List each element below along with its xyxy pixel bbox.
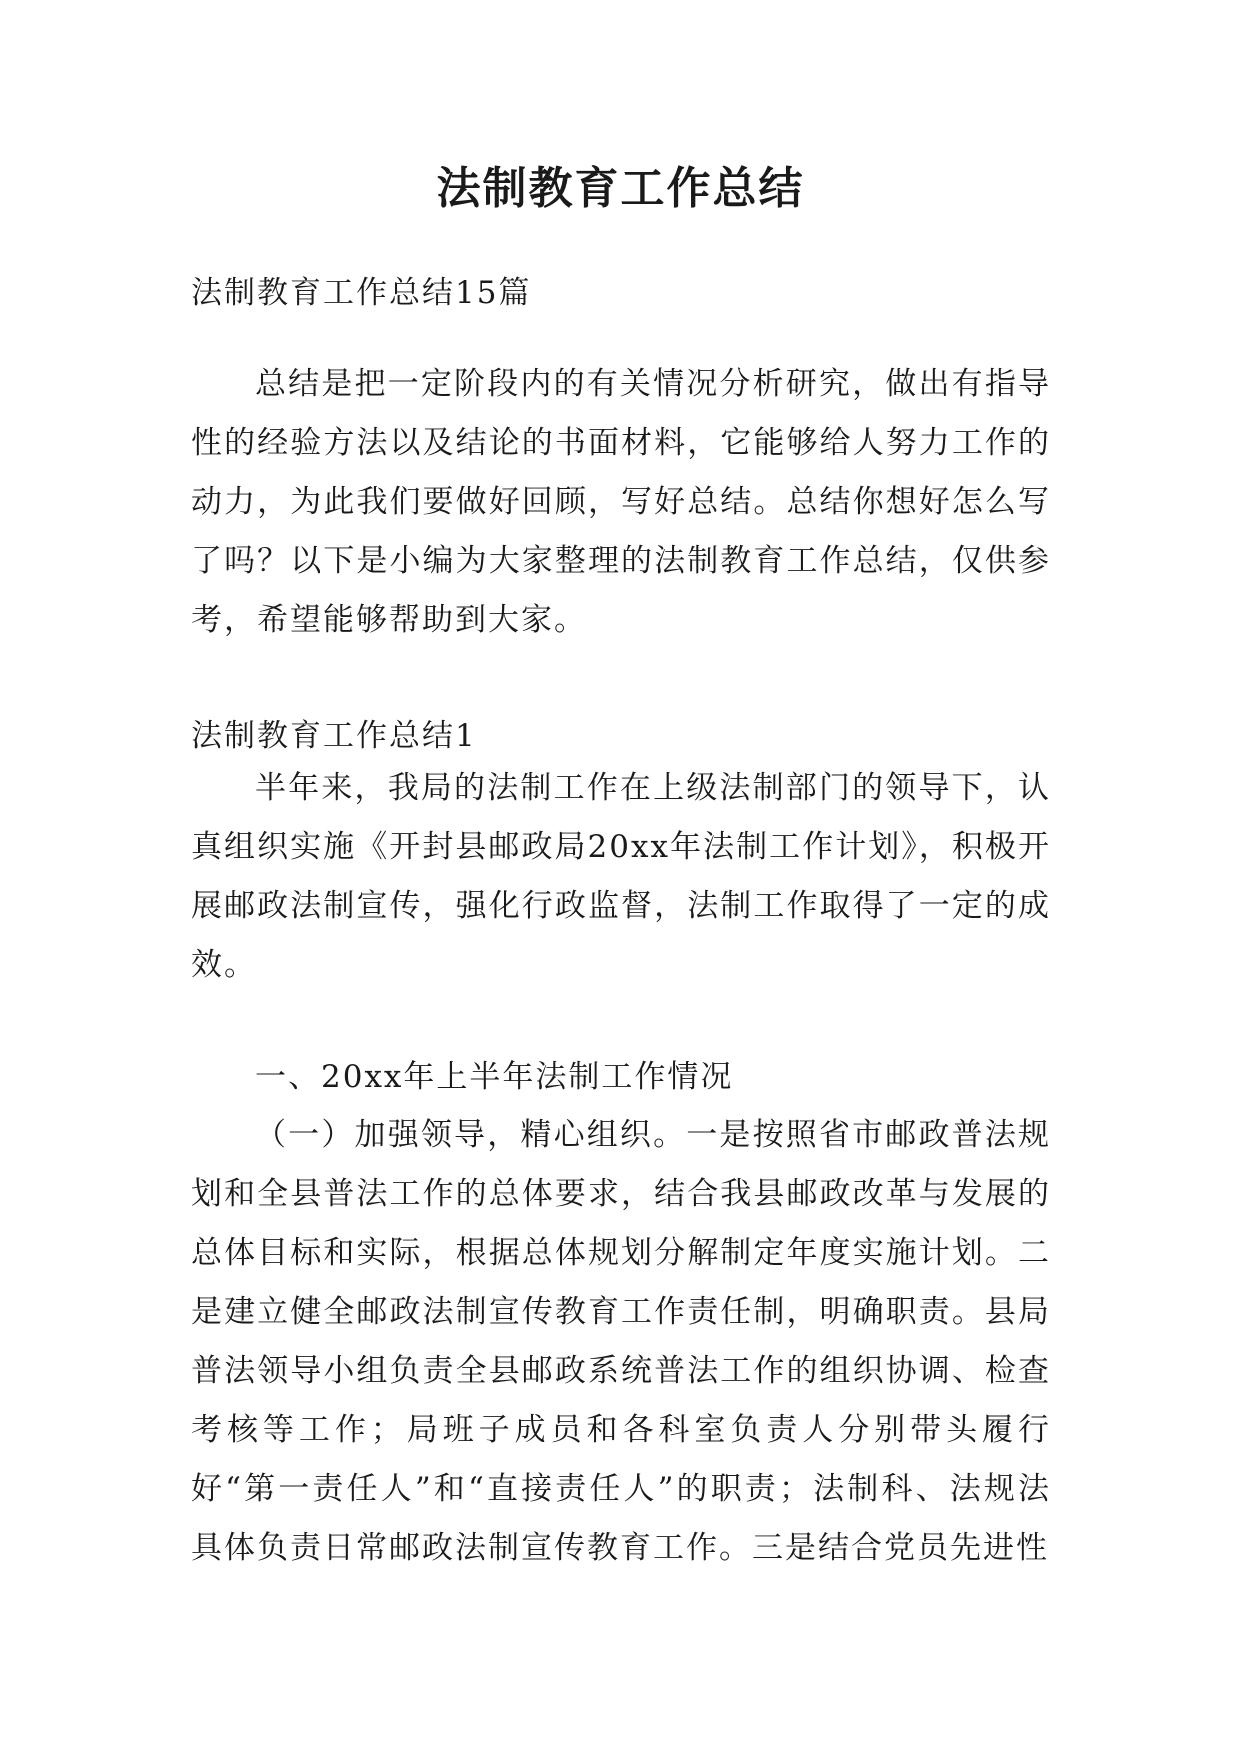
section-subheading: 一、20xx年上半年法制工作情况 xyxy=(255,1059,734,1095)
section-heading: 法制教育工作总结1 xyxy=(191,718,477,754)
document-title: 法制教育工作总结 xyxy=(436,163,805,214)
document-subtitle: 法制教育工作总结15篇 xyxy=(191,275,532,311)
section-paragraph: （一）加强领导，精心组织。一是按照省市邮政普法规划和全县普法工作的总体要求，结合我县邮政改革与发展的总体目标和实际，根据总体规划分解制定年度实施计划。二是建立健全邮政法制宣传教育工作责任制，明确职责。县局普法领导小组负责全县邮政系统普法工作的组织协调、检查考核等工作；局班子成员和各科室负责人分别带头履行好“第一责任人”和“直接责任人”的职责；法制科、法规法具体负责日常邮政法制宣传教育工作。三是结合党员先进性 xyxy=(191,1117,1051,1566)
section-paragraph: 半年来，我局的法制工作在上级法制部门的领导下，认真组织实施《开封县邮政局20xx年法制工作计划》，积极开展邮政法制宣传，强化行政监督，法制工作取得了一定的成效。 xyxy=(191,770,1051,983)
intro-paragraph: 总结是把一定阶段内的有关情况分析研究，做出有指导性的经验方法以及结论的书面材料，它能够给人努力工作的动力，为此我们要做好回顾，写好总结。总结你想好怎么写了吗？以下是小编为大家整理的法制教育工作总结，仅供参考，希望能够帮助到大家。 xyxy=(191,366,1051,638)
